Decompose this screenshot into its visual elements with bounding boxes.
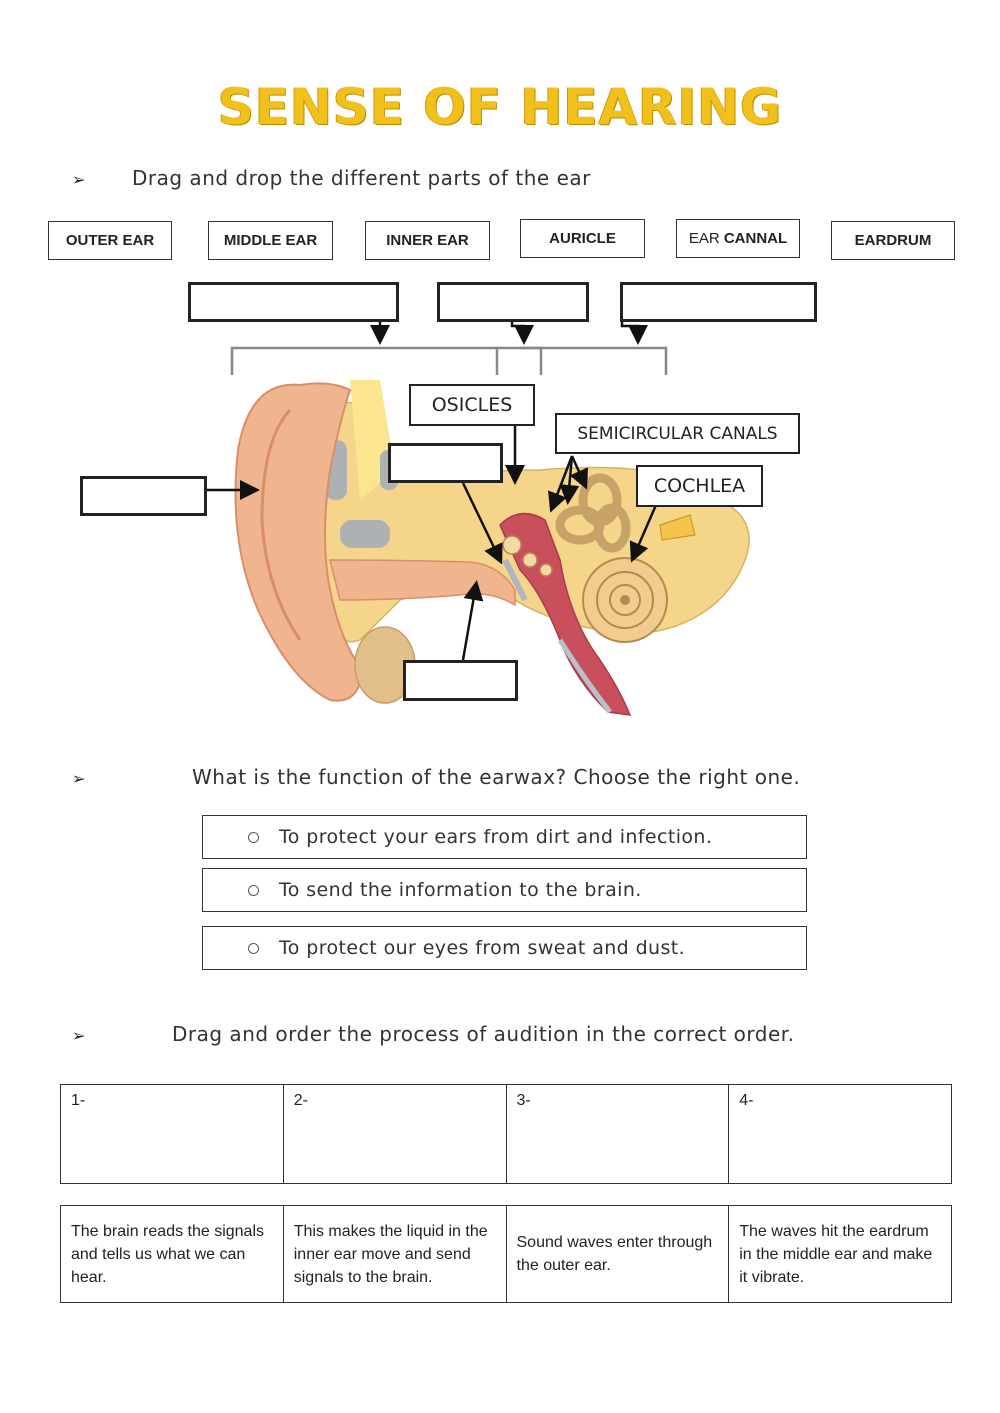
- option-1-text: To protect your ears from dirt and infection.: [279, 826, 713, 848]
- option-1[interactable]: [202, 815, 807, 859]
- drop-zone-ear-canal[interactable]: [403, 660, 518, 701]
- cochlea-shape: [583, 558, 667, 642]
- section3-instruction: Drag and order the process of audition in the correct order.: [172, 1022, 795, 1046]
- radio-icon[interactable]: [248, 943, 259, 954]
- order-slot-4[interactable]: 4-: [729, 1085, 952, 1184]
- drop-zone-middle[interactable]: [437, 282, 589, 322]
- option-2[interactable]: [202, 868, 807, 912]
- option-3[interactable]: [202, 926, 807, 970]
- order-slots-table: [60, 1084, 952, 1184]
- section-brackets: [232, 348, 666, 375]
- section1-instruction: Drag and drop the different parts of the ear: [132, 166, 591, 190]
- chip-ear-cannal-word1: EAR: [688, 230, 720, 247]
- chip-ear-cannal-word2: CANNAL: [723, 230, 788, 247]
- chip-outer-ear[interactable]: OUTER EAR: [48, 221, 172, 260]
- radio-icon[interactable]: [248, 885, 259, 896]
- drop-zone-inner[interactable]: [620, 282, 817, 322]
- order-card-4[interactable]: The waves hit the eardrum in the middle ear and make it vibrate.: [729, 1206, 952, 1303]
- page-title: SENSE OF HEARING: [217, 78, 783, 136]
- order-card-2[interactable]: This makes the liquid in the inner ear move and send signals to the brain.: [283, 1206, 506, 1303]
- drop-zone-outer[interactable]: [188, 282, 399, 322]
- order-card-3[interactable]: Sound waves enter through the outer ear.: [506, 1206, 729, 1303]
- order-cards-table: [60, 1205, 952, 1303]
- order-slot-1[interactable]: 1-: [61, 1085, 284, 1184]
- drop-zone-eardrum[interactable]: [388, 443, 503, 483]
- label-cochlea: COCHLEA: [636, 465, 763, 507]
- drop-zone-auricle[interactable]: [80, 476, 207, 516]
- chip-middle-ear[interactable]: MIDDLE EAR: [208, 221, 333, 260]
- bullet-arrow-icon: ➢: [72, 172, 86, 189]
- order-slot-2[interactable]: 2-: [283, 1085, 506, 1184]
- chip-ear-cannal[interactable]: [676, 219, 800, 258]
- chip-auricle[interactable]: AURICLE: [520, 219, 645, 258]
- radio-icon[interactable]: [248, 832, 259, 843]
- chip-eardrum[interactable]: EARDRUM: [831, 221, 955, 260]
- bullet-arrow-icon: ➢: [72, 1028, 86, 1045]
- option-3-text: To protect our eyes from sweat and dust.: [279, 937, 686, 959]
- chip-inner-ear[interactable]: INNER EAR: [365, 221, 490, 260]
- order-card-1[interactable]: The brain reads the signals and tells us what we can hear.: [61, 1206, 284, 1303]
- section2-question: What is the function of the earwax? Choose the right one.: [192, 765, 801, 789]
- ear-canal-shape: [330, 560, 515, 605]
- label-semicircular-canals: SEMICIRCULAR CANALS: [555, 413, 800, 454]
- order-slot-3[interactable]: 3-: [506, 1085, 729, 1184]
- option-2-text: To send the information to the brain.: [279, 879, 642, 901]
- label-osicles: OSICLES: [409, 384, 535, 426]
- bullet-arrow-icon: ➢: [72, 771, 86, 788]
